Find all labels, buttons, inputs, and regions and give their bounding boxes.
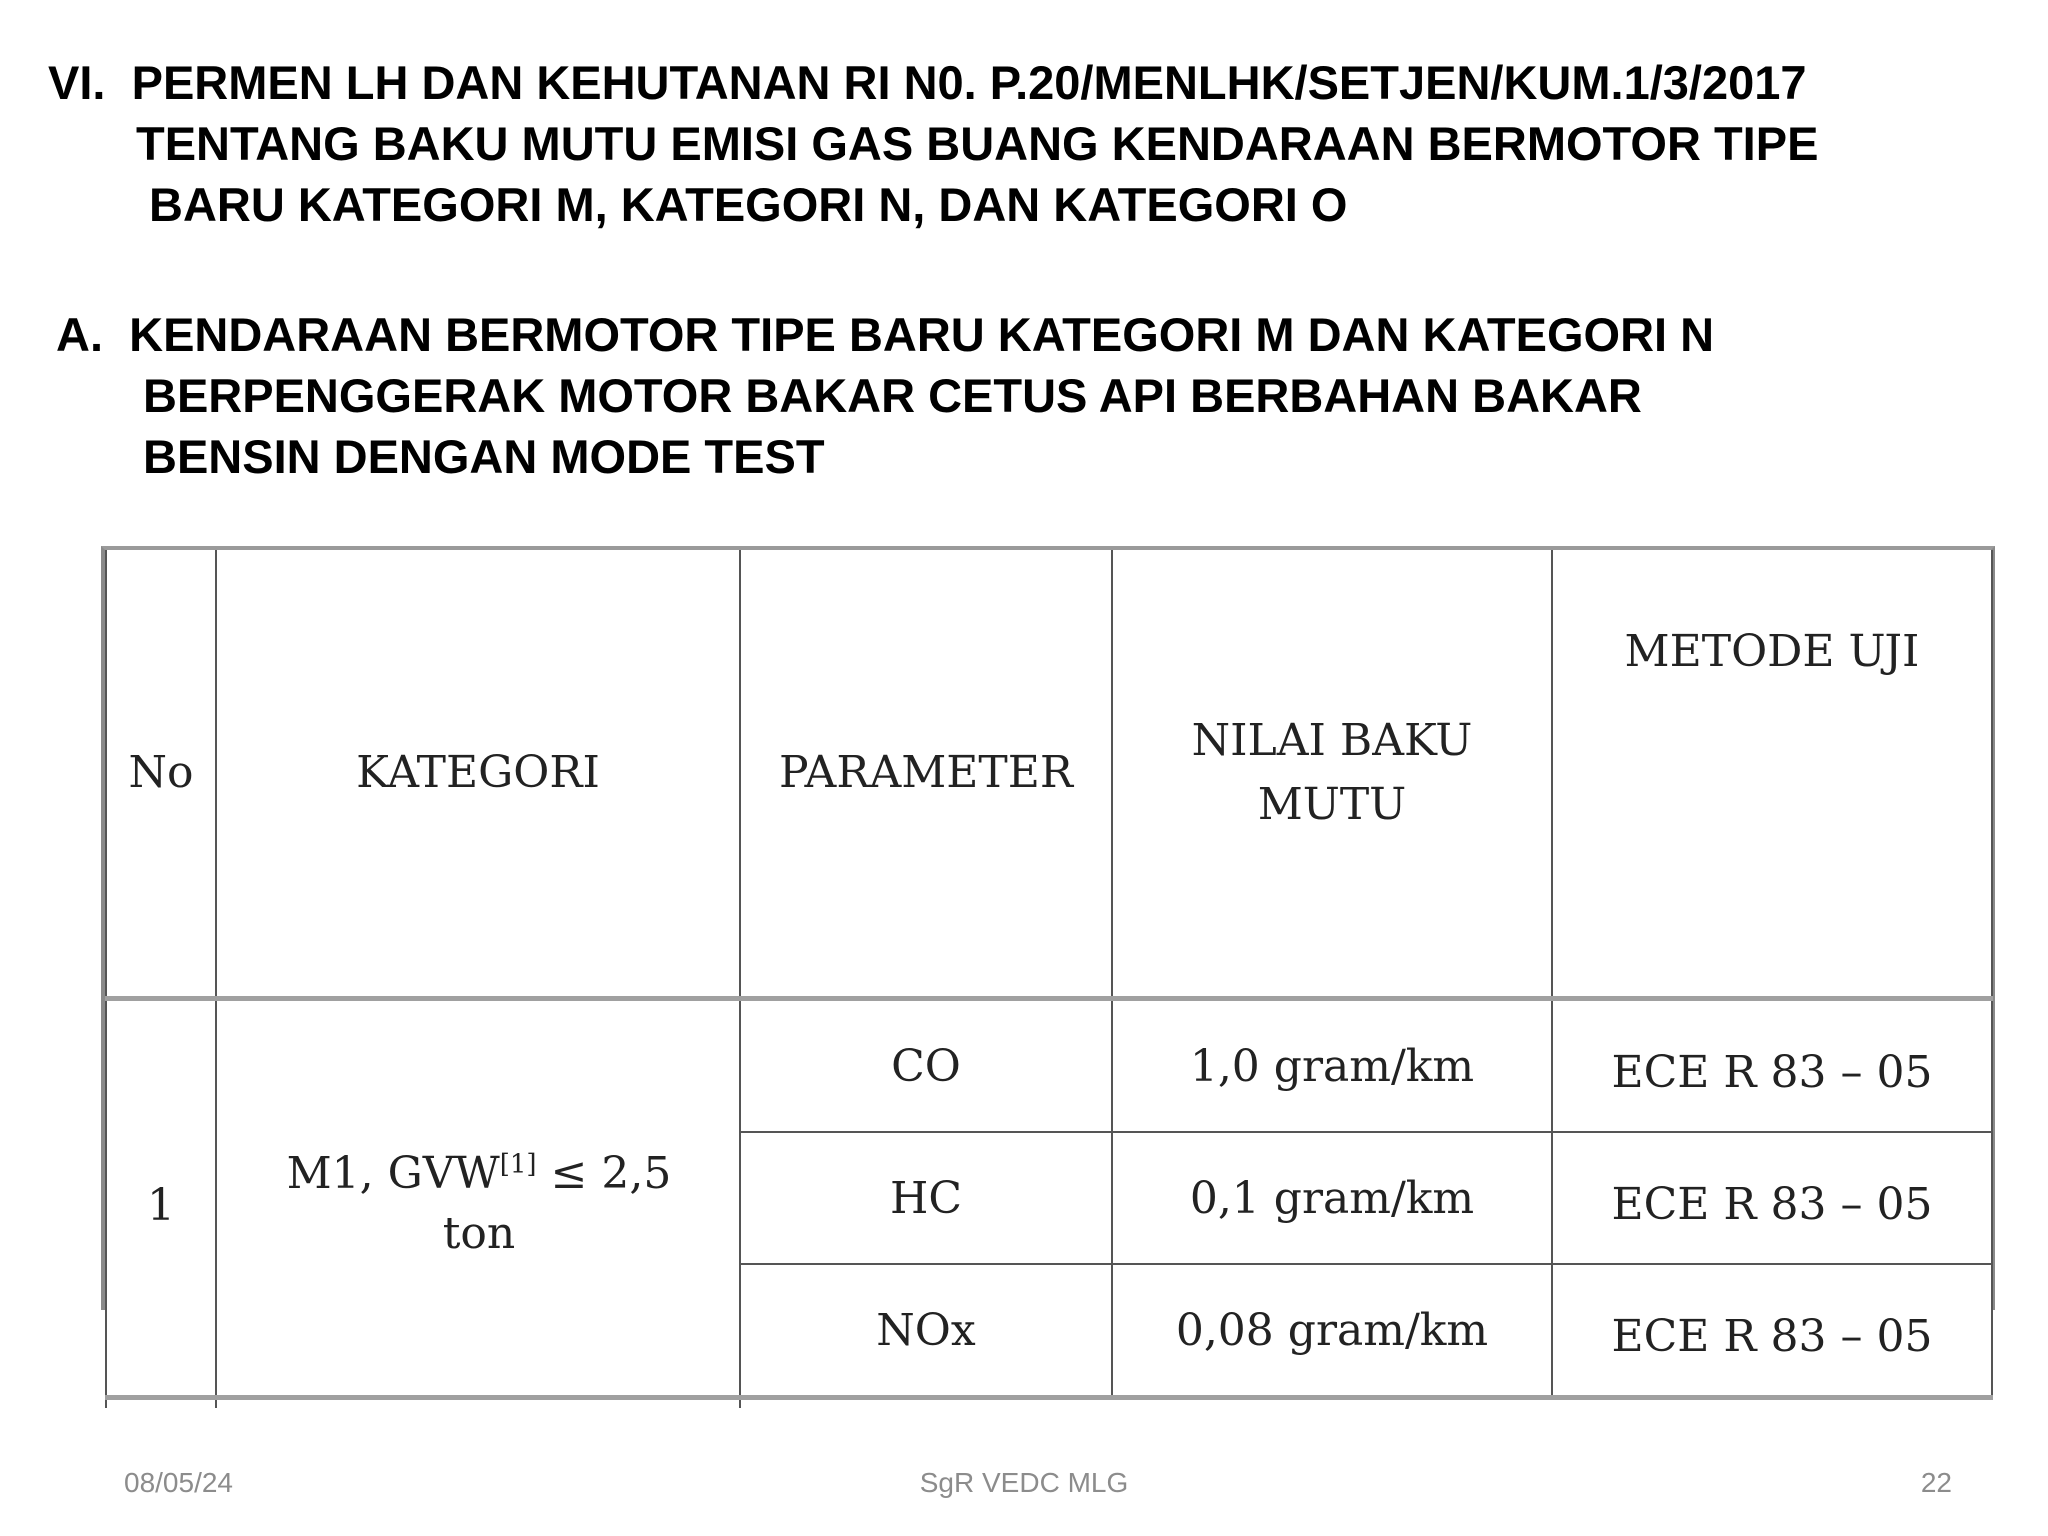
kategori-suffix: ≤ 2,5 — [536, 1148, 672, 1199]
table-row — [106, 999, 1992, 1133]
footer-center-text: SgR VEDC MLG — [919, 1467, 1129, 1498]
footer-page-number: 22 — [1920, 1467, 1952, 1498]
table-continuation-row — [106, 1398, 1992, 1409]
emission-table — [105, 550, 1993, 1408]
kategori-line-2: ton — [442, 1208, 516, 1259]
kategori-footnote: [1] — [499, 1149, 537, 1180]
header-no: No — [106, 550, 216, 999]
main-heading — [48, 52, 1818, 235]
sub-heading-marker: A. — [56, 308, 103, 361]
sub-heading-line-2: BERPENGGERAK MOTOR BAKAR CETUS API BERBAHAN BAKAR — [143, 369, 1642, 422]
header-nilai-line-1: NILAI BAKU — [1191, 715, 1473, 766]
parameter-cell: CO — [740, 999, 1112, 1133]
header-metode-uji: METODE UJI — [1552, 550, 1992, 999]
sub-heading-text-1: KENDARAAN BERMOTOR TIPE BARU KATEGORI M DAN KATEGORI N — [129, 308, 1715, 361]
metode-cell: ECE R 83 – 05 — [1552, 999, 1992, 1133]
main-heading-marker: VI. — [48, 56, 106, 109]
nilai-cell: 0,08 gram/km — [1112, 1264, 1552, 1398]
header-nilai-line-2: MUTU — [1257, 779, 1407, 830]
nilai-cell: 1,0 gram/km — [1112, 999, 1552, 1133]
sub-heading-line-3: BENSIN DENGAN MODE TEST — [143, 430, 825, 483]
continuation-cell — [106, 1398, 216, 1409]
metode-cell: ECE R 83 – 05 — [1552, 1264, 1992, 1398]
sub-heading — [56, 304, 1714, 487]
parameter-cell: HC — [740, 1132, 1112, 1264]
continuation-cell — [216, 1398, 740, 1409]
header-kategori: KATEGORI — [216, 550, 740, 999]
nilai-cell: 0,1 gram/km — [1112, 1132, 1552, 1264]
header-parameter: PARAMETER — [740, 550, 1112, 999]
header-nilai-baku-mutu — [1112, 550, 1552, 999]
continuation-cell — [1552, 1398, 1992, 1409]
sub-heading-line-1 — [56, 304, 1714, 365]
footer-date: 08/05/24 — [124, 1467, 233, 1498]
continuation-cell — [1112, 1398, 1552, 1409]
main-heading-text-1: PERMEN LH DAN KEHUTANAN RI N0. P.20/MENLHK/SETJEN/KUM.1/3/2017 — [131, 56, 1807, 109]
row-number: 1 — [106, 999, 216, 1398]
emission-standards-table — [101, 546, 1995, 1362]
continuation-cell — [740, 1398, 1112, 1409]
metode-cell: ECE R 83 – 05 — [1552, 1132, 1992, 1264]
table-header-row — [106, 550, 1992, 999]
kategori-cell — [216, 999, 740, 1398]
kategori-prefix: M1, GVW — [286, 1148, 500, 1199]
main-heading-line-1 — [48, 52, 1818, 113]
parameter-cell: NOx — [740, 1264, 1112, 1398]
main-heading-line-3: BARU KATEGORI M, KATEGORI N, DAN KATEGORI O — [149, 178, 1348, 231]
main-heading-line-2: TENTANG BAKU MUTU EMISI GAS BUANG KENDARAAN BERMOTOR TIPE — [136, 117, 1819, 170]
